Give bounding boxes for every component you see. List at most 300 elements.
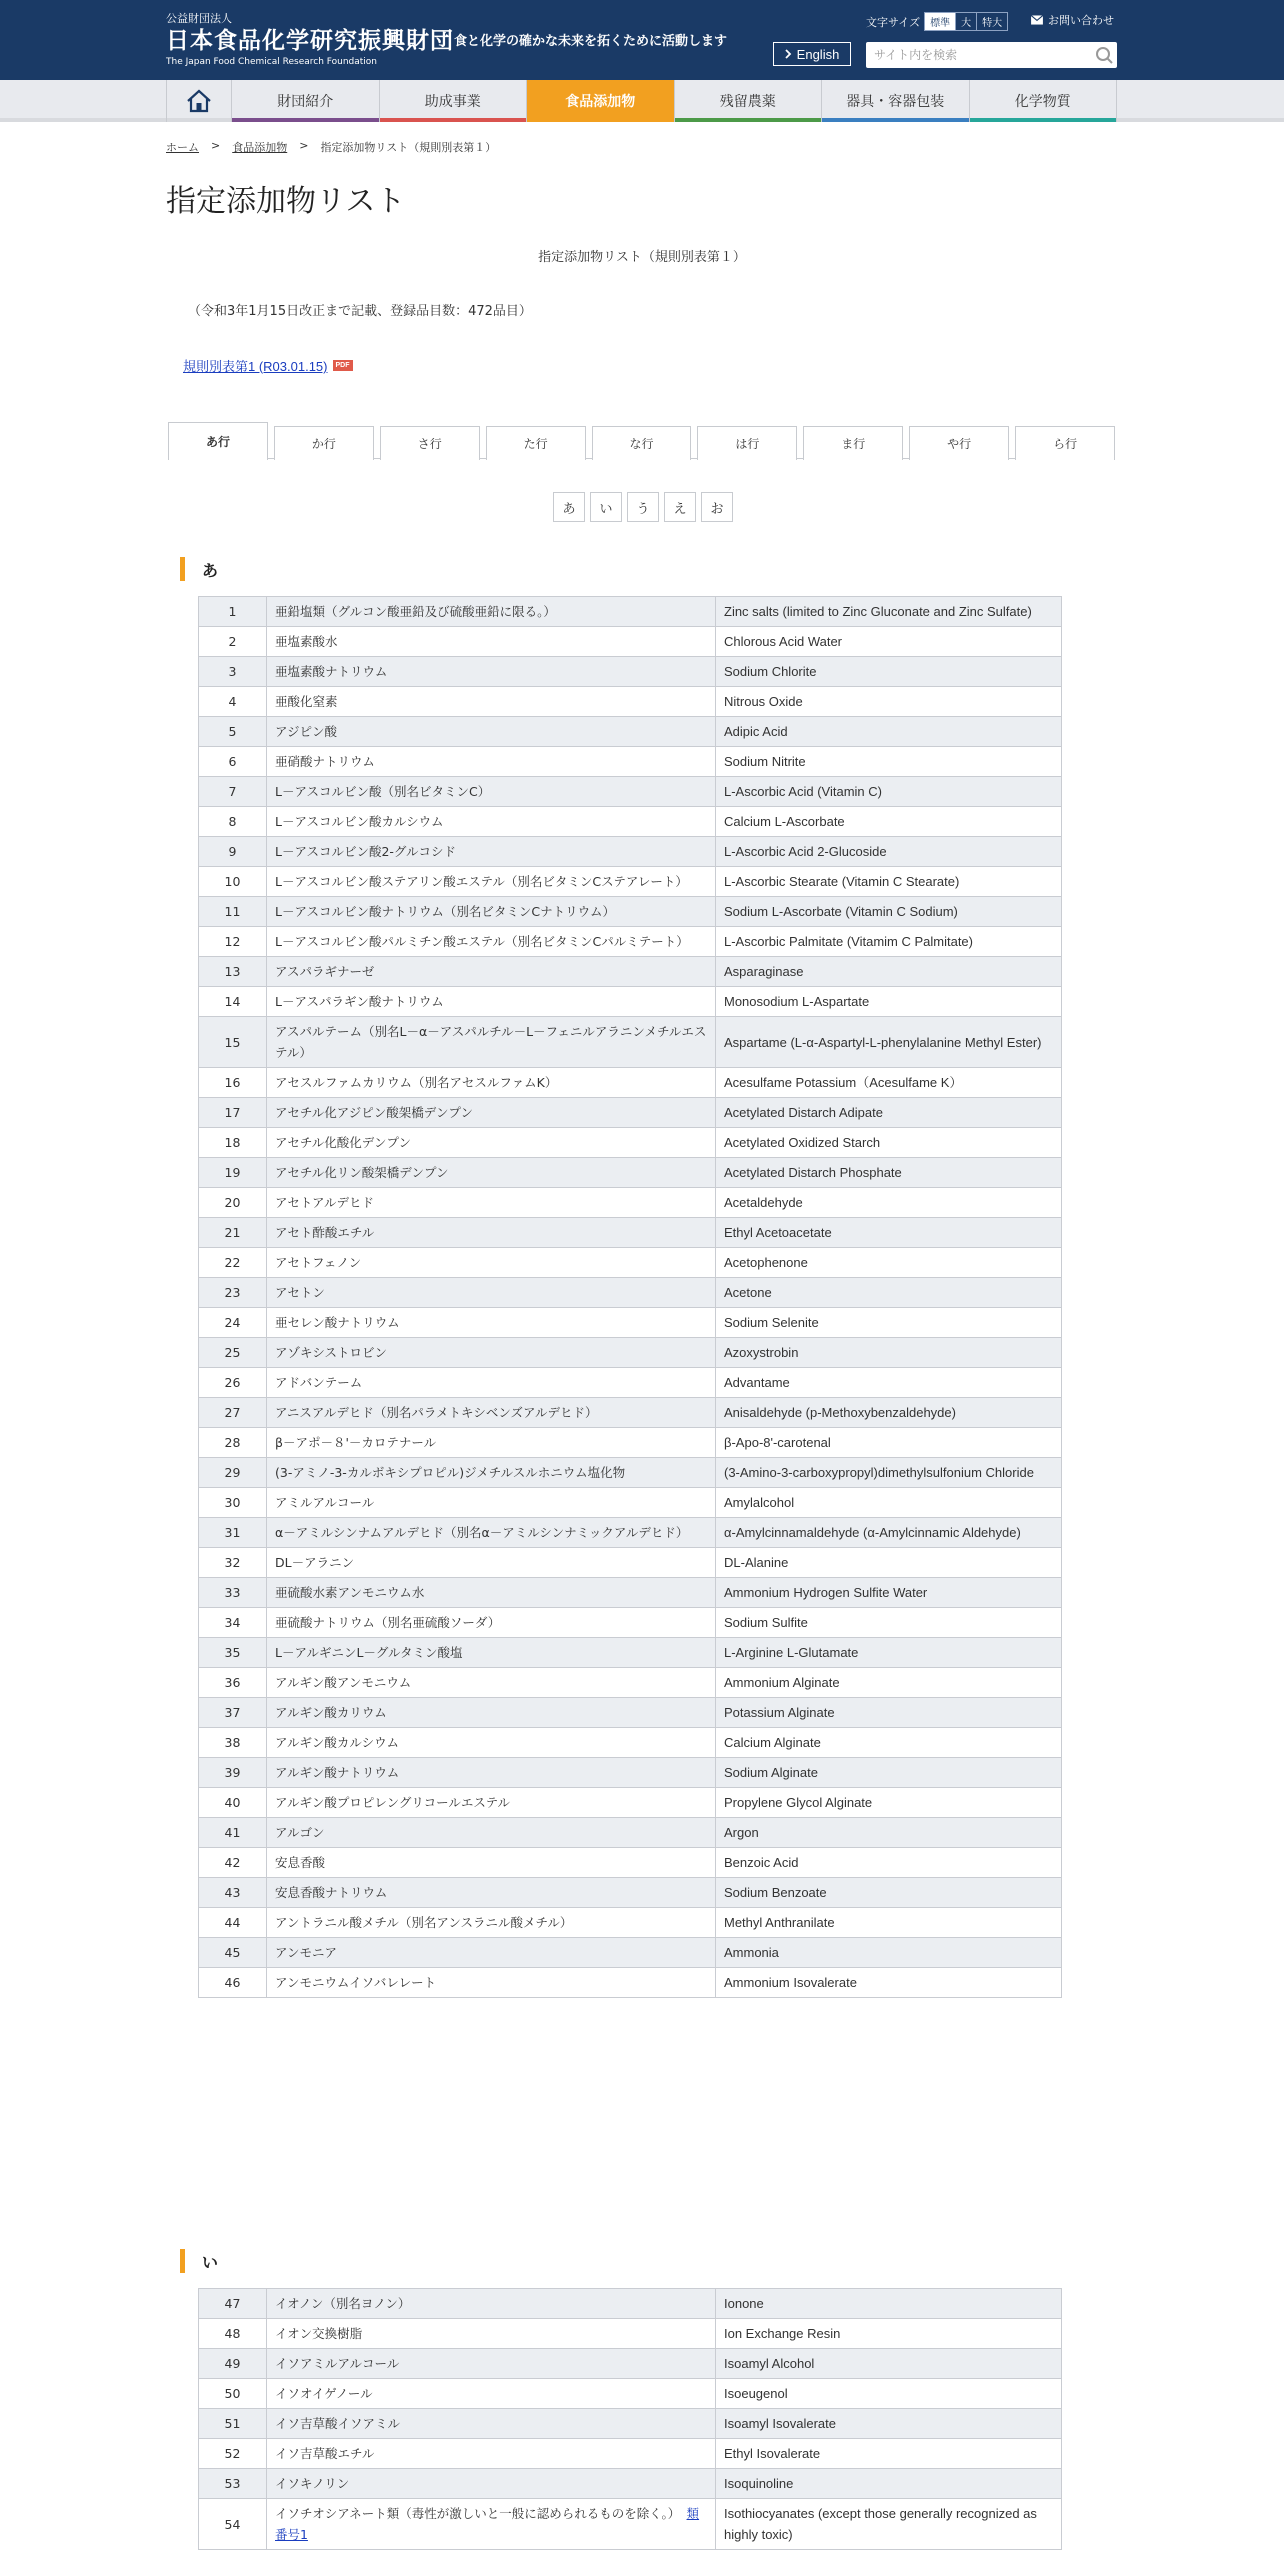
search-box bbox=[866, 42, 1117, 68]
cell-text: アントラニル酸メチル（別名アンスラニル酸メチル） bbox=[275, 1915, 573, 1930]
kana-jump-nav bbox=[553, 492, 733, 522]
item-name-en bbox=[716, 1398, 1062, 1428]
item-name-en bbox=[716, 2499, 1062, 2550]
item-name-ja bbox=[267, 2439, 716, 2469]
item-name-ja bbox=[267, 2289, 716, 2319]
item-name-en bbox=[716, 1728, 1062, 1758]
item-number bbox=[199, 1308, 267, 1338]
item-number bbox=[199, 2379, 267, 2409]
cell-text: 23 bbox=[224, 1285, 241, 1300]
table-row bbox=[199, 2499, 1062, 2550]
cell-text: Aspartame (L-α-Aspartyl-L-phenylalanine Methyl Ester) bbox=[724, 1034, 1042, 1050]
cell-text: アルギン酸アンモニウム bbox=[275, 1675, 412, 1690]
item-number bbox=[199, 1518, 267, 1548]
home-icon bbox=[186, 89, 212, 113]
registration-note: （令和3年1月15日改正まで記載、登録品目数：472品目） bbox=[188, 304, 532, 319]
table-row bbox=[199, 2349, 1062, 2379]
item-number bbox=[199, 1428, 267, 1458]
cell-text: 亜塩素酸水 bbox=[275, 634, 338, 649]
item-name-en bbox=[716, 1908, 1062, 1938]
item-number bbox=[199, 1068, 267, 1098]
item-name-en bbox=[716, 1068, 1062, 1098]
item-number bbox=[199, 1728, 267, 1758]
item-name-en bbox=[716, 1368, 1062, 1398]
table-row bbox=[199, 1878, 1062, 1908]
cell-text: Azoxystrobin bbox=[724, 1345, 799, 1360]
item-name-en bbox=[716, 1098, 1062, 1128]
cell-text: 54 bbox=[224, 2516, 241, 2532]
tab-ma-row[interactable]: ま行 bbox=[803, 426, 903, 460]
cell-text: Anisaldehyde (p-Methoxybenzaldehyde) bbox=[724, 1405, 956, 1420]
item-number bbox=[199, 1848, 267, 1878]
breadcrumb bbox=[166, 139, 496, 155]
cell-text: 亜酸化窒素 bbox=[275, 694, 338, 709]
cell-text: イソキノリン bbox=[275, 2476, 350, 2491]
table-row bbox=[199, 1218, 1062, 1248]
kana-jump-o[interactable]: お bbox=[701, 492, 733, 522]
item-name-ja bbox=[267, 867, 716, 897]
cell-text: β-Apo-8'-carotenal bbox=[724, 1435, 831, 1450]
item-name-ja bbox=[267, 1938, 716, 1968]
list-subtitle: 指定添加物リスト（規則別表第１） bbox=[538, 250, 746, 265]
table-row bbox=[199, 1158, 1062, 1188]
item-name-en bbox=[716, 1668, 1062, 1698]
table-row bbox=[199, 1368, 1062, 1398]
cell-text: 28 bbox=[224, 1435, 241, 1450]
tab-ha-row[interactable]: は行 bbox=[697, 426, 797, 460]
cell-text: 37 bbox=[224, 1705, 241, 1720]
search-icon[interactable] bbox=[1091, 42, 1117, 68]
cell-text: Acesulfame Potassium（Acesulfame K） bbox=[724, 1075, 963, 1090]
breadcrumb-home[interactable]: ホーム bbox=[166, 141, 199, 154]
cell-text: L－アスコルビン酸カルシウム bbox=[275, 814, 444, 829]
item-number bbox=[199, 1017, 267, 1068]
item-name-ja bbox=[267, 1248, 716, 1278]
item-name-ja bbox=[267, 1017, 716, 1068]
item-number bbox=[199, 927, 267, 957]
nav-item-label: 化学物質 bbox=[1014, 94, 1071, 110]
cell-text: 42 bbox=[224, 1855, 241, 1870]
item-number bbox=[199, 1458, 267, 1488]
nav-color-bar bbox=[232, 118, 379, 122]
cell-text: 30 bbox=[224, 1495, 241, 1510]
item-name-en bbox=[716, 1017, 1062, 1068]
item-number bbox=[199, 2349, 267, 2379]
search-input[interactable] bbox=[866, 48, 1091, 62]
cell-text: アセチル化アジピン酸架橋デンプン bbox=[275, 1105, 474, 1120]
cell-text: 安息香酸 bbox=[275, 1855, 326, 1870]
table-row bbox=[199, 1788, 1062, 1818]
cell-text: アミルアルコール bbox=[275, 1495, 375, 1510]
item-name-ja bbox=[267, 1548, 716, 1578]
item-name-ja bbox=[267, 1638, 716, 1668]
item-number bbox=[199, 747, 267, 777]
item-name-en bbox=[716, 867, 1062, 897]
item-name-ja bbox=[267, 2319, 716, 2349]
cell-text: Sodium Chlorite bbox=[724, 664, 817, 679]
cell-text: アルギン酸カルシウム bbox=[275, 1735, 399, 1750]
item-number bbox=[199, 1788, 267, 1818]
item-name-ja bbox=[267, 657, 716, 687]
nav-item-pesticide-residues[interactable] bbox=[675, 80, 823, 122]
table-row bbox=[199, 717, 1062, 747]
item-name-ja bbox=[267, 1188, 716, 1218]
table-row bbox=[199, 1428, 1062, 1458]
item-number bbox=[199, 1098, 267, 1128]
table-row bbox=[199, 927, 1062, 957]
cell-text: Sodium Selenite bbox=[724, 1315, 819, 1330]
item-name-ja bbox=[267, 747, 716, 777]
nav-item-label: 器具・容器包装 bbox=[846, 94, 945, 110]
item-number bbox=[199, 717, 267, 747]
item-name-en bbox=[716, 2439, 1062, 2469]
cell-text: 6 bbox=[228, 754, 237, 769]
cell-text: Propylene Glycol Alginate bbox=[724, 1795, 873, 1810]
item-name-en bbox=[716, 657, 1062, 687]
item-name-en bbox=[716, 2409, 1062, 2439]
cell-text: L－アルギニンL－グルタミン酸塩 bbox=[275, 1645, 463, 1660]
cell-text: Isoamyl Alcohol bbox=[724, 2356, 815, 2371]
nav-item-label: 財団紹介 bbox=[277, 94, 334, 110]
item-name-ja bbox=[267, 2499, 716, 2550]
item-name-en bbox=[716, 2469, 1062, 2499]
cell-text: 1 bbox=[228, 604, 237, 619]
cell-text: アゾキシストロビン bbox=[275, 1345, 388, 1360]
tab-ya-row[interactable]: や行 bbox=[909, 426, 1009, 460]
table-row bbox=[199, 837, 1062, 867]
item-name-ja bbox=[267, 1368, 716, 1398]
item-name-en bbox=[716, 927, 1062, 957]
cell-text: Sodium Nitrite bbox=[724, 754, 806, 769]
cell-text: 2 bbox=[228, 634, 237, 649]
cell-text: Calcium Alginate bbox=[724, 1735, 821, 1750]
table-row bbox=[199, 2439, 1062, 2469]
item-number bbox=[199, 1548, 267, 1578]
item-name-en bbox=[716, 2349, 1062, 2379]
table-row bbox=[199, 1308, 1062, 1338]
table-row bbox=[199, 2379, 1062, 2409]
font-size-switcher bbox=[866, 12, 1008, 31]
item-name-ja bbox=[267, 927, 716, 957]
item-name-ja bbox=[267, 627, 716, 657]
table-row bbox=[199, 897, 1062, 927]
cell-text: 亜硫酸水素アンモニウム水 bbox=[275, 1585, 425, 1600]
kana-jump-u[interactable]: う bbox=[627, 492, 659, 522]
item-name-ja bbox=[267, 1098, 716, 1128]
cell-text: 36 bbox=[224, 1675, 241, 1690]
item-name-ja bbox=[267, 777, 716, 807]
nav-item-food-additives[interactable] bbox=[527, 80, 675, 122]
cell-text: Benzoic Acid bbox=[724, 1855, 799, 1870]
item-number bbox=[199, 2469, 267, 2499]
cell-text: 亜セレン酸ナトリウム bbox=[275, 1315, 400, 1330]
item-name-ja bbox=[267, 1758, 716, 1788]
section-heading-i: い bbox=[180, 2249, 218, 2273]
item-name-ja bbox=[267, 837, 716, 867]
item-number bbox=[199, 2499, 267, 2550]
org-name: 日本食品化学研究振興財団 bbox=[166, 28, 454, 54]
cell-text: イソチオシアネート類（毒性が激しいと一般に認められるものを除く。） bbox=[275, 2506, 675, 2521]
item-number bbox=[199, 1608, 267, 1638]
tab-ta-row[interactable]: た行 bbox=[486, 426, 586, 460]
tab-ka-row[interactable]: か行 bbox=[274, 426, 374, 460]
cell-text: 51 bbox=[224, 2416, 241, 2431]
tab-sa-row[interactable]: さ行 bbox=[380, 426, 480, 460]
cell-text: 25 bbox=[224, 1345, 241, 1360]
nav-item-foundation[interactable] bbox=[232, 80, 380, 122]
cell-text: アルギン酸カリウム bbox=[275, 1705, 387, 1720]
site-logo[interactable] bbox=[166, 12, 454, 68]
cell-text: 47 bbox=[224, 2296, 241, 2311]
item-name-ja bbox=[267, 1068, 716, 1098]
table-row bbox=[199, 2409, 1062, 2439]
cell-text: DL－アラニン bbox=[275, 1555, 355, 1570]
cell-text: 9 bbox=[228, 844, 237, 859]
table-row bbox=[199, 2289, 1062, 2319]
table-row bbox=[199, 1518, 1062, 1548]
cell-text: Ammonium Isovalerate bbox=[724, 1975, 857, 1990]
table-row bbox=[199, 1638, 1062, 1668]
item-name-ja bbox=[267, 1908, 716, 1938]
cell-text: 39 bbox=[224, 1765, 241, 1780]
item-name-en bbox=[716, 807, 1062, 837]
cell-text: Ammonia bbox=[724, 1945, 779, 1960]
cell-text: Acetylated Oxidized Starch bbox=[724, 1135, 881, 1150]
cell-text: Adipic Acid bbox=[724, 724, 788, 739]
item-name-ja bbox=[267, 1608, 716, 1638]
pdf-badge: PDF bbox=[333, 360, 353, 371]
cell-text: 29 bbox=[224, 1465, 241, 1480]
cell-text: L－アスコルビン酸2-グルコシド bbox=[275, 844, 457, 859]
cell-text: 10 bbox=[224, 874, 241, 889]
cell-text: アセチル化リン酸架橋デンプン bbox=[275, 1165, 449, 1180]
cell-text: Potassium Alginate bbox=[724, 1705, 835, 1720]
item-number bbox=[199, 2289, 267, 2319]
cell-text: 安息香酸ナトリウム bbox=[275, 1885, 388, 1900]
cell-text: Sodium Sulfite bbox=[724, 1615, 808, 1630]
cell-text: 亜塩素酸ナトリウム bbox=[275, 664, 388, 679]
item-number bbox=[199, 1368, 267, 1398]
item-name-ja bbox=[267, 807, 716, 837]
contact-label: お問い合わせ bbox=[1048, 14, 1114, 27]
kana-jump-a[interactable]: あ bbox=[553, 492, 585, 522]
item-name-en bbox=[716, 957, 1062, 987]
nav-item-chemicals[interactable] bbox=[970, 80, 1118, 122]
item-number bbox=[199, 1908, 267, 1938]
item-name-en bbox=[716, 837, 1062, 867]
cell-text: Isoamyl Isovalerate bbox=[724, 2416, 836, 2431]
cell-text: 22 bbox=[224, 1255, 241, 1270]
item-number bbox=[199, 1758, 267, 1788]
item-name-en bbox=[716, 897, 1062, 927]
cell-text: 亜硫酸ナトリウム（別名亜硫酸ソーダ） bbox=[275, 1615, 501, 1630]
item-name-en bbox=[716, 2319, 1062, 2349]
cell-text: Acetaldehyde bbox=[724, 1195, 803, 1210]
table-row bbox=[199, 807, 1062, 837]
nav-color-bar bbox=[822, 118, 969, 122]
table-row bbox=[199, 1608, 1062, 1638]
cell-text: Ionone bbox=[724, 2296, 764, 2311]
item-name-ja bbox=[267, 1728, 716, 1758]
cell-text: Isothiocyanates (except those generally recognized as highly toxic) bbox=[724, 2506, 1037, 2542]
item-name-ja bbox=[267, 2469, 716, 2499]
cell-text: Calcium L-Ascorbate bbox=[724, 814, 845, 829]
item-name-en bbox=[716, 1428, 1062, 1458]
cell-text: アニスアルデヒド（別名パラメトキシベンズアルデヒド） bbox=[275, 1405, 598, 1420]
cell-text: β－アポ－８'－カロテナール bbox=[275, 1435, 437, 1450]
item-number bbox=[199, 867, 267, 897]
kana-jump-e[interactable]: え bbox=[664, 492, 696, 522]
cell-text: アセトン bbox=[275, 1285, 325, 1300]
pdf-download bbox=[183, 356, 353, 375]
cell-text: アンモニア bbox=[275, 1945, 338, 1960]
item-name-en bbox=[716, 1578, 1062, 1608]
item-name-en bbox=[716, 1308, 1062, 1338]
cell-text: アジピン酸 bbox=[275, 724, 338, 739]
cell-text: 13 bbox=[224, 964, 241, 979]
contact-link[interactable] bbox=[1030, 12, 1114, 28]
item-name-en bbox=[716, 1818, 1062, 1848]
font-size-standard-button[interactable]: 標準 bbox=[925, 13, 955, 30]
item-name-ja bbox=[267, 1278, 716, 1308]
cell-text: 16 bbox=[224, 1075, 241, 1090]
table-row bbox=[199, 1488, 1062, 1518]
item-name-en bbox=[716, 1758, 1062, 1788]
cell-text: L-Ascorbic Palmitate (Vitamim C Palmitate) bbox=[724, 934, 973, 949]
table-row bbox=[199, 1248, 1062, 1278]
item-name-ja bbox=[267, 1818, 716, 1848]
cell-text: 11 bbox=[224, 904, 241, 919]
section-heading-a: あ bbox=[180, 557, 218, 581]
table-row bbox=[199, 777, 1062, 807]
cell-text: 亜硝酸ナトリウム bbox=[275, 754, 375, 769]
table-row bbox=[199, 2469, 1062, 2499]
item-number bbox=[199, 807, 267, 837]
cell-text: イソ吉草酸エチル bbox=[275, 2446, 375, 2461]
item-name-ja bbox=[267, 957, 716, 987]
item-name-ja bbox=[267, 1128, 716, 1158]
font-size-large-button[interactable]: 大 bbox=[955, 13, 976, 30]
cell-text: L－アスコルビン酸（別名ビタミンC） bbox=[275, 784, 491, 799]
item-name-ja bbox=[267, 1158, 716, 1188]
nav-item-grants[interactable] bbox=[380, 80, 528, 122]
cell-text: 46 bbox=[224, 1975, 241, 1990]
font-size-xlarge-button[interactable]: 特大 bbox=[976, 13, 1007, 30]
table-row bbox=[199, 1188, 1062, 1218]
cell-text: 43 bbox=[224, 1885, 241, 1900]
item-name-en bbox=[716, 597, 1062, 627]
table-row bbox=[199, 1758, 1062, 1788]
cell-text: 19 bbox=[224, 1165, 241, 1180]
breadcrumb-food-additives[interactable]: 食品添加物 bbox=[232, 141, 288, 154]
cell-text: 27 bbox=[224, 1405, 241, 1420]
cell-text: アドバンテーム bbox=[275, 1375, 363, 1390]
breadcrumb-separator: > bbox=[299, 139, 309, 152]
cell-text: α-Amylcinnamaldehyde (α-Amylcinnamic Aldehyde) bbox=[724, 1525, 1021, 1540]
nav-item-label: 食品添加物 bbox=[565, 94, 636, 110]
item-number bbox=[199, 1968, 267, 1998]
cell-text: Ammonium Hydrogen Sulfite Water bbox=[724, 1585, 928, 1600]
table-row bbox=[199, 687, 1062, 717]
item-name-en bbox=[716, 1128, 1062, 1158]
item-name-ja bbox=[267, 717, 716, 747]
item-name-ja bbox=[267, 1518, 716, 1548]
item-name-en bbox=[716, 2289, 1062, 2319]
cell-text: Methyl Anthranilate bbox=[724, 1915, 835, 1930]
item-name-en bbox=[716, 1458, 1062, 1488]
item-name-en bbox=[716, 1158, 1062, 1188]
table-row bbox=[199, 1848, 1062, 1878]
item-name-en bbox=[716, 687, 1062, 717]
item-name-en bbox=[716, 1488, 1062, 1518]
cell-text: Acetone bbox=[724, 1285, 772, 1300]
item-name-ja bbox=[267, 597, 716, 627]
item-name-en bbox=[716, 747, 1062, 777]
item-name-ja bbox=[267, 1668, 716, 1698]
cell-text: アセト酢酸エチル bbox=[275, 1225, 375, 1240]
tagline: 食と化学の確かな未来を拓くために活動します bbox=[454, 34, 728, 49]
kana-jump-i[interactable]: い bbox=[590, 492, 622, 522]
tab-a-row[interactable]: あ行 bbox=[168, 422, 268, 460]
cell-text: アセスルファムカリウム（別名アセスルファムK） bbox=[275, 1075, 558, 1090]
nav-item-containers[interactable] bbox=[822, 80, 970, 122]
item-number bbox=[199, 2439, 267, 2469]
cell-text: 亜鉛塩類（グルコン酸亜鉛及び硫酸亜鉛に限る。） bbox=[275, 604, 556, 619]
item-name-ja bbox=[267, 2409, 716, 2439]
kana-row-tabs bbox=[168, 423, 1115, 459]
cell-text: イソ吉草酸イソアミル bbox=[275, 2416, 401, 2431]
cell-text: DL-Alanine bbox=[724, 1555, 789, 1570]
tab-na-row[interactable]: な行 bbox=[592, 426, 692, 460]
table-row bbox=[199, 987, 1062, 1017]
cell-text: Ethyl Isovalerate bbox=[724, 2446, 821, 2461]
cell-text: 53 bbox=[224, 2476, 241, 2491]
table-row bbox=[199, 1128, 1062, 1158]
site-header bbox=[0, 0, 1284, 80]
cell-text: 41 bbox=[224, 1825, 241, 1840]
english-button[interactable] bbox=[773, 42, 851, 66]
item-number bbox=[199, 1338, 267, 1368]
cell-text: Zinc salts (limited to Zinc Gluconate and Zinc Sulfate) bbox=[724, 604, 1032, 619]
cell-text: アセトフェノン bbox=[275, 1255, 362, 1270]
cell-text: Ammonium Alginate bbox=[724, 1675, 840, 1690]
item-name-en bbox=[716, 1248, 1062, 1278]
tab-ra-row[interactable]: ら行 bbox=[1015, 426, 1115, 460]
table-row bbox=[199, 1098, 1062, 1128]
item-number bbox=[199, 1878, 267, 1908]
item-name-ja bbox=[267, 1338, 716, 1368]
cell-text: アルギン酸ナトリウム bbox=[275, 1765, 400, 1780]
item-name-en bbox=[716, 1608, 1062, 1638]
item-name-ja bbox=[267, 1398, 716, 1428]
table-row bbox=[199, 747, 1062, 777]
item-number bbox=[199, 957, 267, 987]
item-name-en bbox=[716, 1638, 1062, 1668]
nav-home[interactable] bbox=[166, 80, 232, 122]
pdf-link[interactable]: 規則別表第1 (R03.01.15) bbox=[183, 359, 328, 374]
item-number bbox=[199, 987, 267, 1017]
item-number bbox=[199, 1668, 267, 1698]
cell-text: 40 bbox=[224, 1795, 241, 1810]
cell-text: L-Ascorbic Acid 2-Glucoside bbox=[724, 844, 887, 859]
class-number-link[interactable]: 類番号1 bbox=[275, 2506, 700, 2542]
item-name-ja bbox=[267, 1848, 716, 1878]
cell-text: イソオイゲノール bbox=[275, 2386, 373, 2401]
cell-text: 24 bbox=[224, 1315, 241, 1330]
cell-text: 17 bbox=[224, 1105, 241, 1120]
item-number bbox=[199, 2319, 267, 2349]
cell-text: 15 bbox=[224, 1034, 241, 1050]
